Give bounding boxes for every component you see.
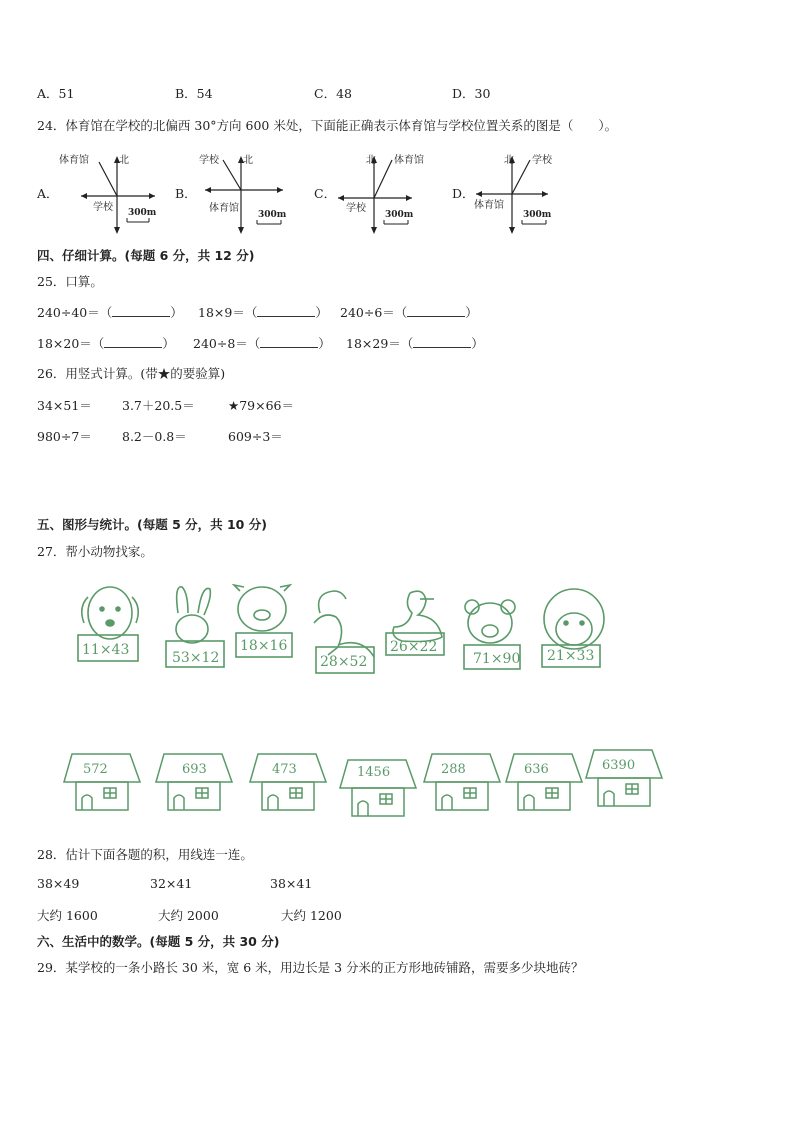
q24-a-bottom-label: 学校 xyxy=(93,202,113,213)
q28-expr: 32×41 xyxy=(150,876,193,891)
q24-option-b-letter: B． xyxy=(175,186,197,201)
q24-option-d-letter: D． xyxy=(452,186,475,201)
q24-d-north: 北 xyxy=(504,155,514,166)
q25-expr: 18×20＝（ xyxy=(37,336,105,351)
close-paren: ） xyxy=(318,336,331,351)
house-number: 636 xyxy=(524,762,549,777)
q28-answer: 大约 2000 xyxy=(158,908,219,923)
animal-label-bear: 71×90 xyxy=(473,651,521,667)
q24-a-top-label: 体育馆 xyxy=(59,155,89,166)
house-number: 1456 xyxy=(357,765,391,780)
q25-item-3 xyxy=(340,303,478,321)
q25-title: 25．口算。 xyxy=(37,274,103,289)
q25-expr: 18×9＝（ xyxy=(198,305,258,320)
q26-expr: 609÷3＝ xyxy=(228,429,283,444)
q24-c-north: 北 xyxy=(366,155,376,166)
q24-a-scale: 300m xyxy=(128,208,157,218)
house-number: 6390 xyxy=(602,758,636,773)
q28-answer: 大约 1200 xyxy=(281,908,342,923)
q24-c-scale: 300m xyxy=(385,210,414,220)
q26-expr: 34×51＝ xyxy=(37,398,92,413)
house-number: 693 xyxy=(182,762,207,777)
q23-option-c: C．48 xyxy=(314,86,352,101)
compass-diagram-c xyxy=(314,146,444,236)
q24-b-scale: 300m xyxy=(258,210,287,220)
house-number: 473 xyxy=(272,762,297,777)
q23-option-b: B．54 xyxy=(175,86,213,101)
q25-item-5 xyxy=(193,334,331,352)
close-paren: ） xyxy=(162,336,175,351)
house-number: 288 xyxy=(441,762,466,777)
q25-expr: 18×29＝（ xyxy=(346,336,414,351)
close-paren: ） xyxy=(315,305,328,320)
q28-expr: 38×49 xyxy=(37,876,80,891)
q26-expr: ★79×66＝ xyxy=(228,398,294,413)
q24-a-north: 北 xyxy=(119,155,129,166)
q24-d-top-label: 学校 xyxy=(532,155,552,166)
q28-title: 28．估计下面各题的积，用线连一连。 xyxy=(37,847,253,862)
q25-item-4 xyxy=(37,334,175,352)
animal-label-monkey: 21×33 xyxy=(547,648,595,664)
answer-blank[interactable] xyxy=(413,335,471,348)
q24-option-c-letter: C． xyxy=(314,186,337,201)
animal-label-goat: 28×52 xyxy=(320,654,368,670)
animals-illustration xyxy=(70,583,670,683)
houses-illustration xyxy=(58,748,678,818)
q26-expr: 980÷7＝ xyxy=(37,429,92,444)
q26-expr: 3.7＋20.5＝ xyxy=(122,398,195,413)
section6-heading: 六、生活中的数学。(每题 5 分，共 30 分) xyxy=(37,934,280,949)
answer-blank[interactable] xyxy=(260,335,318,348)
q25-expr: 240÷40＝（ xyxy=(37,305,113,320)
q24-option-b xyxy=(175,146,305,236)
animal-label-dog: 11×43 xyxy=(82,642,130,658)
q24-option-d xyxy=(452,146,582,236)
q27-title: 27．帮小动物找家。 xyxy=(37,544,153,559)
q24-option-c xyxy=(314,146,444,236)
answer-blank[interactable] xyxy=(407,304,465,317)
q24-option-a xyxy=(37,146,167,236)
q23-option-a: A．51 xyxy=(37,86,75,101)
q24-d-scale: 300m xyxy=(523,210,552,220)
animal-label-rabbit: 53×12 xyxy=(172,650,220,666)
compass-diagram-b xyxy=(175,146,305,236)
q24-b-top-label: 学校 xyxy=(199,155,219,166)
q23-option-d: D．30 xyxy=(452,86,491,101)
section4-heading: 四、仔细计算。(每题 6 分，共 12 分) xyxy=(37,248,255,263)
q25-item-2 xyxy=(198,303,328,321)
q24-b-north: 北 xyxy=(243,155,253,166)
close-paren: ） xyxy=(465,305,478,320)
q24-question: 24．体育馆在学校的北偏西 30°方向 600 米处，下面能正确表示体育馆与学校位置关系的图是（ ）。 xyxy=(37,118,618,133)
compass-diagram-a xyxy=(37,146,167,236)
animal-label-pig: 18×16 xyxy=(240,638,288,654)
q29-question: 29．某学校的一条小路长 30 米，宽 6 米，用边长是 3 分米的正方形地砖铺路，需要多少块地砖？ xyxy=(37,960,584,975)
answer-blank[interactable] xyxy=(104,335,162,348)
q25-expr: 240÷6＝（ xyxy=(340,305,408,320)
q24-d-bottom-label: 体育馆 xyxy=(474,200,504,211)
q25-expr: 240÷8＝（ xyxy=(193,336,261,351)
compass-diagram-d xyxy=(452,146,582,236)
q25-item-6 xyxy=(346,334,484,352)
close-paren: ） xyxy=(170,305,183,320)
section5-heading: 五、图形与统计。(每题 5 分，共 10 分) xyxy=(37,517,267,532)
q26-expr: 8.2－0.8＝ xyxy=(122,429,187,444)
q28-answer: 大约 1600 xyxy=(37,908,98,923)
answer-blank[interactable] xyxy=(112,304,170,317)
house-number: 572 xyxy=(83,762,108,777)
q28-expr: 38×41 xyxy=(270,876,313,891)
q24-c-bottom-label: 学校 xyxy=(346,203,366,214)
q25-item-1 xyxy=(37,303,183,321)
answer-blank[interactable] xyxy=(257,304,315,317)
q24-option-a-letter: A． xyxy=(37,186,59,201)
q24-b-bottom-label: 体育馆 xyxy=(209,203,239,214)
close-paren: ） xyxy=(471,336,484,351)
animal-label-duck: 26×22 xyxy=(390,639,438,655)
q24-c-top-label: 体育馆 xyxy=(394,155,424,166)
q26-title: 26．用竖式计算。(带★的要验算) xyxy=(37,366,226,381)
